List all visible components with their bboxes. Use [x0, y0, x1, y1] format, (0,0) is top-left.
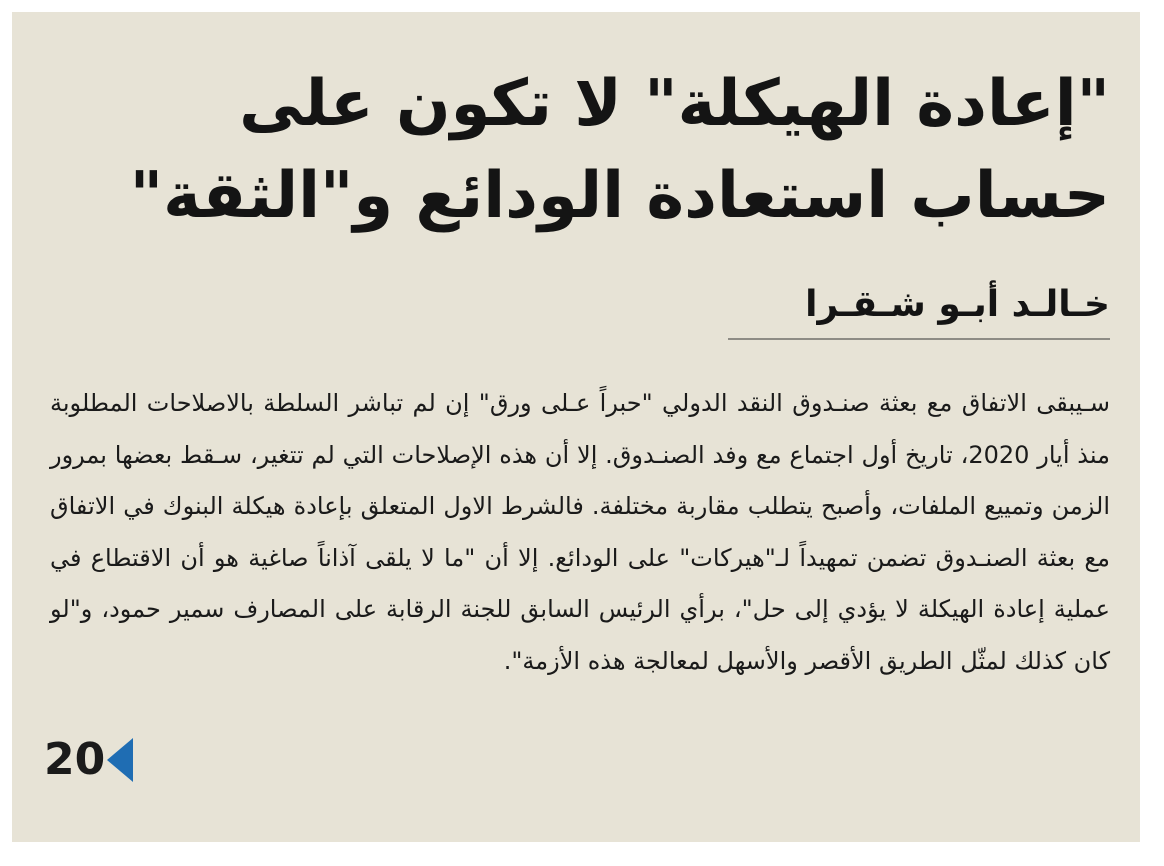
byline-divider	[728, 338, 1110, 340]
headline: "إعادة الهيكلة" لا تكون على حساب استعادة الودائع و"الثقة"	[129, 67, 1110, 233]
triangle-left-icon	[107, 736, 135, 784]
page-number: 20	[44, 734, 106, 785]
author-byline: خـالـد أبـو شـقـرا	[805, 284, 1110, 325]
newspaper-page	[12, 12, 1140, 842]
article-body: سـيبقى الاتفاق مع بعثة صنـدوق النقد الدولي "حبراً عـلى ورق" إن لم تباشر السلطة بالاصلاحات المطلوبة منذ أيار 2020، تاريخ أول اجتماع مع وفد الصنـدوق. إلا أن هذه الإصلاحات التي لم تتغير، سـقط بعضها بمرور الزمن وتمييع الملفات، وأصبح يتطلب مقاربة مختلفة. فالشرط الاول المتعلق بإعادة هيكلة البنوك في الاتفاق مع بعثة الصنـدوق تضمن تمهيداً لـ"هيركات" على الودائع. إلا أن "ما لا يلقى آذاناً صاغية هو أن الاقتطاع في عملية إعادة الهيكلة لا يؤدي إلى حل"، برأي الرئيس السابق للجنة الرقابة على المصارف سمير حمود، و"لو كان كذلك لمثّل الطريق الأقصر والأسهل لمعالجة هذه الأزمة".	[50, 389, 1111, 675]
page-marker	[44, 732, 135, 788]
